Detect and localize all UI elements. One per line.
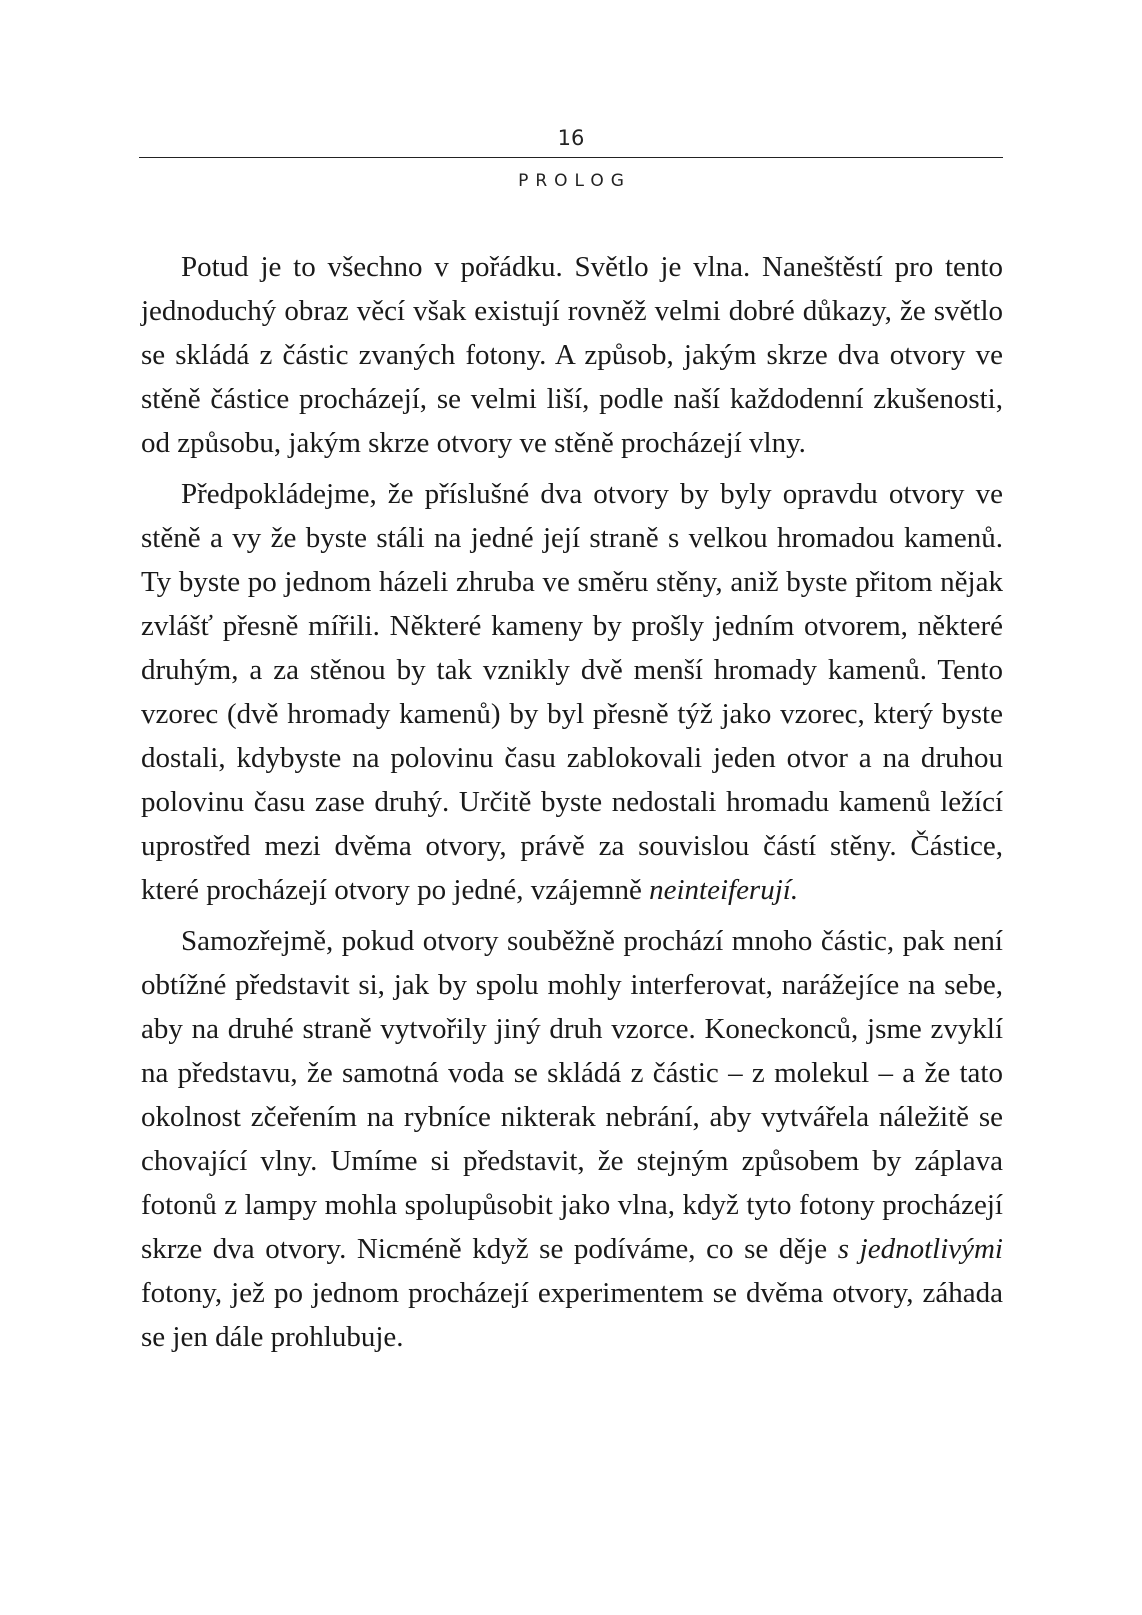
paragraph-2-text: Předpokládejme, že příslušné dva otvory by byly opravdu otvory ve stěně a vy že byste stáli na jedné její straně s velkou hromadou kamenů. Ty byste po jednom házeli zhruba ve směru stěny, aniž byste přitom nějak zvlášť přesně mířili. Některé kameny by prošly jedním otvorem, některé druhým, a za stěnou by tak vznikly dvě menší hromady kamenů. Tento vzorec (dvě hromady kamenů) by byl přesně týž jako vzorec, který byste dostali, kdybyste na polovinu času zablokovali jeden otvor a na druhou polovinu času zase druhý. Určitě byste nedostali hromadu kamenů ležící uprostřed mezi dvěma otvory, právě za souvislou částí stěny. Částice, které procházejí otvory po jedné, vzájemně (141, 478, 1003, 906)
paragraph-1-text: Potud je to všechno v pořádku. Světlo je vlna. Naneštěstí pro tento jednoduchý obraz věcí však existují rovněž velmi dobré důkazy, že světlo se skládá z částic zvaných fotony. A způsob, jakým skrze dva otvory ve stěně částice procházejí, se velmi liší, podle naší každodenní zkušenosti, od způsobu, jakým skrze otvory ve stěně procházejí vlny. (141, 251, 1003, 459)
paragraph-2 (141, 472, 1003, 912)
paragraph-3-emphasis: s jednotlivými (837, 1233, 1003, 1265)
header-rule (139, 157, 1003, 158)
page-header (139, 124, 1003, 193)
paragraph-3 (141, 919, 1003, 1359)
paragraph-3-text: Samozřejmě, pokud otvory souběžně prochází mnoho částic, pak není obtížné představit si, jak by spolu mohly interferovat, narážejíce na sebe, aby na druhé straně vytvořily jiný druh vzorce. Koneckonců, jsme zvyklí na představu, že samotná voda se skládá z částic – z molekul – a že tato okolnost zčeřením na rybníce nikterak nebrání, aby vytvářela náležitě se chovající vlny. Umíme si představit, že stejným způsobem by záplava fotonů z lampy mohla spolupůsobit jako vlna, když tyto fotony procházejí skrze dva otvory. Nicméně když se podíváme, co se děje (141, 925, 1003, 1265)
body-text (141, 245, 1003, 1366)
page-number: 16 (557, 126, 585, 150)
running-head: PROLOG (518, 171, 631, 191)
paragraph-3-tail: fotony, jež po jednom procházejí experimentem se dvěma otvory, záhada se jen dále prohlubuje. (141, 1277, 1003, 1353)
paragraph-1 (141, 245, 1003, 465)
paragraph-2-emphasis: neinteiferují. (649, 874, 799, 906)
